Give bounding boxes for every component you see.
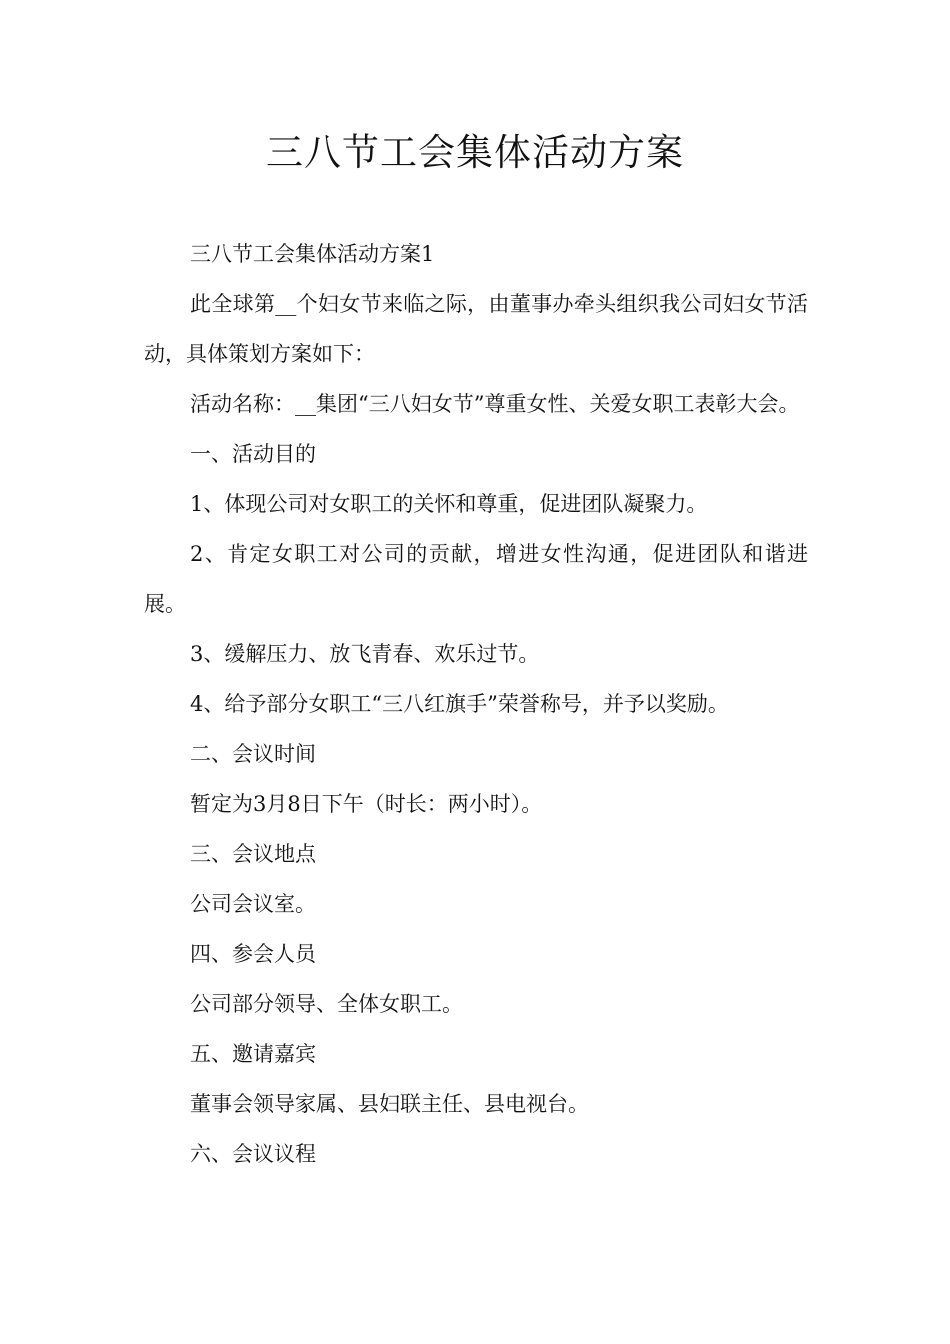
document-title: 三八节工会集体活动方案 <box>266 131 684 174</box>
paragraph-purpose-2: 2、肯定女职工对公司的贡献，增进女性沟通，促进团队和谐进展。 <box>144 542 808 616</box>
paragraph-location: 公司会议室。 <box>190 892 316 916</box>
section-heading-purpose: 一、活动目的 <box>190 442 316 466</box>
paragraph-purpose-1: 1、体现公司对女职工的关怀和尊重，促进团队凝聚力。 <box>190 492 708 516</box>
paragraph-time: 暂定为3月8日下午（时长：两小时）。 <box>190 792 543 816</box>
paragraph-attendees: 公司部分领导、全体女职工。 <box>190 992 463 1016</box>
document-body <box>144 229 808 1179</box>
section-heading-attendees: 四、参会人员 <box>190 942 316 966</box>
paragraph-guests: 董事会领导家属、县妇联主任、县电视台。 <box>190 1092 589 1116</box>
section-heading-guests: 五、邀请嘉宾 <box>190 1042 316 1066</box>
section-heading-time: 二、会议时间 <box>190 742 316 766</box>
paragraph-intro: 此全球第__个妇女节来临之际，由董事办牵头组织我公司妇女节活动，具体策划方案如下： <box>144 292 808 366</box>
paragraph-purpose-3: 3、缓解压力、放飞青春、欢乐过节。 <box>190 642 540 666</box>
section-heading-location: 三、会议地点 <box>190 842 316 866</box>
paragraph-activity-name: 活动名称：__集团“三八妇女节”尊重女性、关爱女职工表彰大会。 <box>190 392 800 416</box>
paragraph-purpose-4: 4、给予部分女职工“三八红旗手”荣誉称号，并予以奖励。 <box>190 692 729 716</box>
section-heading-agenda: 六、会议议程 <box>190 1142 316 1166</box>
paragraph-subtitle: 三八节工会集体活动方案1 <box>190 242 435 266</box>
